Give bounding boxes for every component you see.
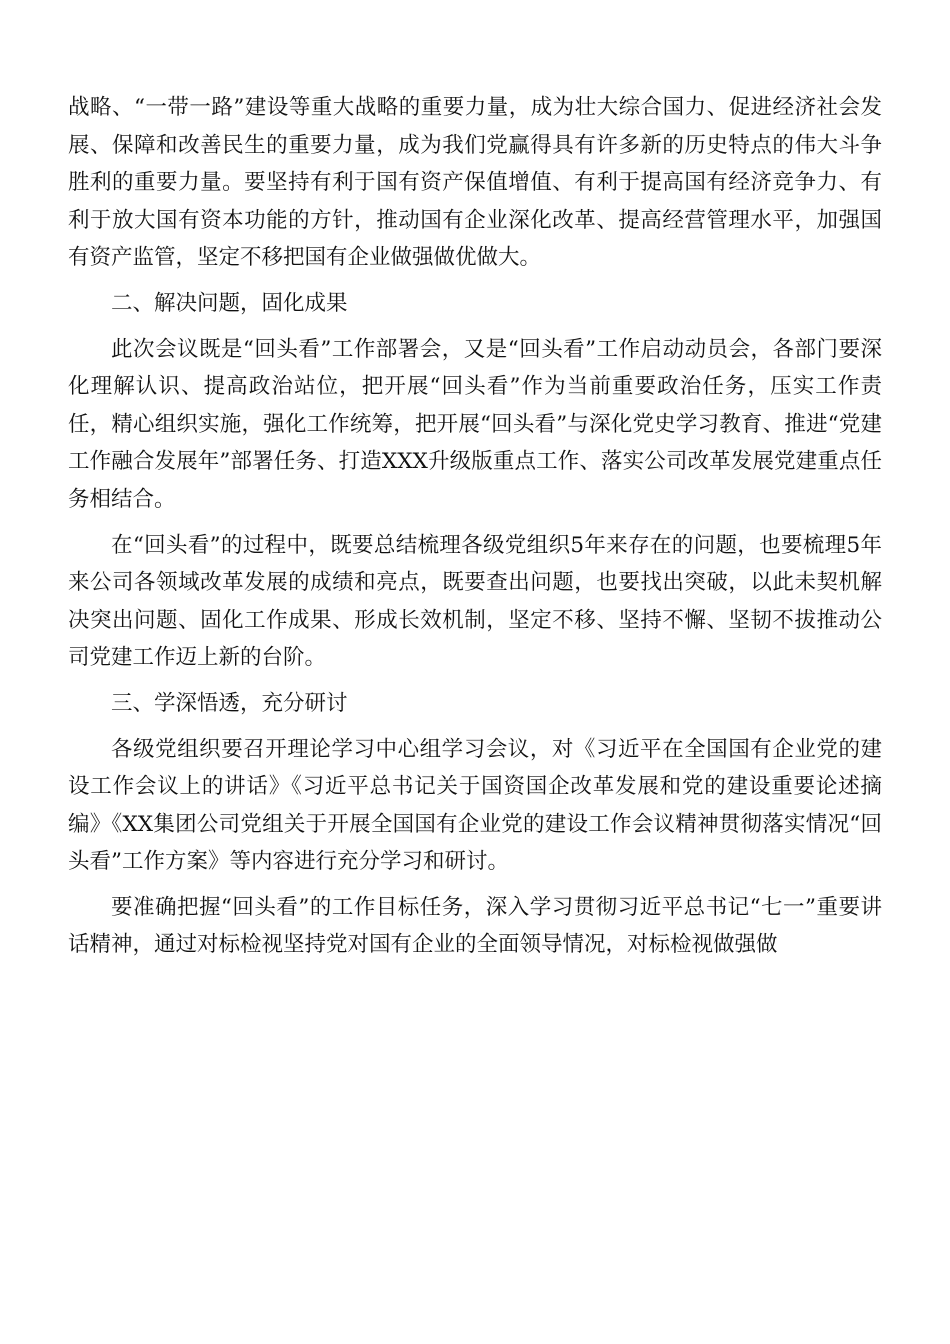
paragraph: 此次会议既是“回头看”工作部署会，又是“回头看”工作启动动员会，各部门要深化理解认识、提高政治站位，把开展“回头看”作为当前重要政治任务，压实工作责任，精心组织实施，强化工作统筹，把开展“回头看”与深化党史学习教育、推进“党建工作融合发展年”部署任务、打造XXX升级版重点工作、落实公司改革发展党建重点任务相结合。 bbox=[68, 336, 882, 512]
paragraph-continuation: 战略、“一带一路”建设等重大战略的重要力量，成为壮大综合国力、促进经济社会发展、保障和改善民生的重要力量，成为我们党赢得具有许多新的历史特点的伟大斗争胜利的重要力量。要坚持有利于国有资产保值增值、有利于提高国有经济竞争力、有利于放大国有资本功能的方针，推动国有企业深化改革、提高经营管理水平，加强国有资产监管，坚定不移把国有企业做强做优做大。 bbox=[68, 95, 882, 271]
section-heading-3: 三、学深悟透，充分研讨 bbox=[111, 690, 348, 716]
document-page bbox=[68, 89, 882, 972]
section-heading-2: 二、解决问题，固化成果 bbox=[111, 290, 348, 316]
paragraph: 在“回头看”的过程中，既要总结梳理各级党组织5年来存在的问题，也要梳理5年来公司各领域改革发展的成绩和亮点，既要查出问题，也要找出突破，以此未契机解决突出问题、固化工作成果、形成长效机制，坚定不移、坚持不懈、坚韧不拔推动公司党建工作迈上新的台阶。 bbox=[68, 532, 882, 671]
paragraph: 各级党组织要召开理论学习中心组学习会议，对《习近平在全国国有企业党的建设工作会议上的讲话》《习近平总书记关于国资国企改革发展和党的建设重要论述摘编》《XX集团公司党组关于开展全国国有企业党的建设工作会议精神贯彻落实情况“回头看”工作方案》等内容进行充分学习和研讨。 bbox=[68, 736, 882, 875]
paragraph: 要准确把握“回头看”的工作目标任务，深入学习贯彻习近平总书记“七一”重要讲话精神，通过对标检视坚持党对国有企业的全面领导情况，对标检视做强做 bbox=[68, 894, 882, 958]
